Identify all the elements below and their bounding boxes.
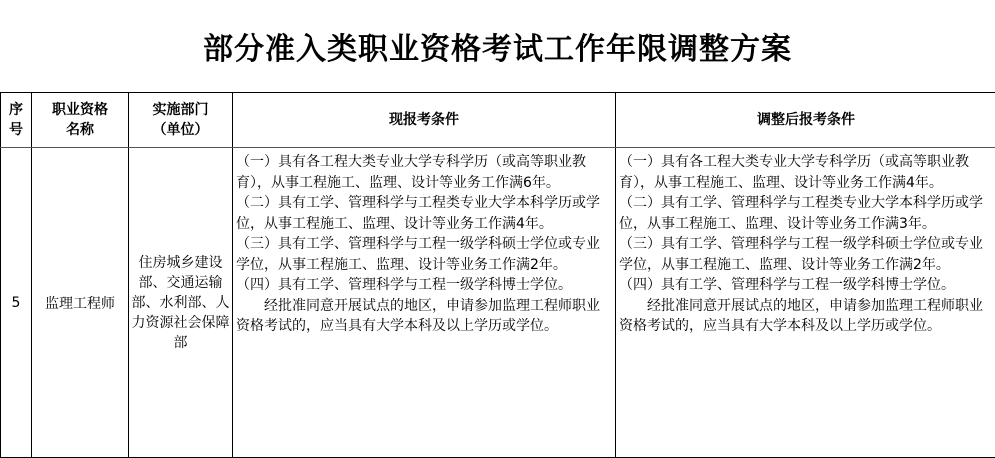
adjusted-condition-3: （三）具有工学、管理科学与工程一级学科硕士学位或专业学位，从事工程施工、监理、设计等业务工作满2年。 — [619, 234, 994, 275]
header-current-conditions: 现报考条件 — [233, 93, 616, 148]
header-department: 实施部门 （单位） — [129, 93, 233, 148]
adjusted-condition-1: （一）具有各工程大类专业大学专科学历（或高等职业教育），从事工程施工、监理、设计等业务工作满4年。 — [619, 152, 994, 193]
adjustment-table — [0, 92, 995, 458]
cell-department: 住房城乡建设部、交通运输部、水利部、人力资源社会保障部 — [129, 148, 233, 458]
adjusted-pilot-note: 经批准同意开展试点的地区，申请参加监理工程师职业资格考试的，应当具有大学本科及以上学历或学位。 — [619, 296, 994, 337]
current-pilot-note: 经批准同意开展试点的地区，申请参加监理工程师职业资格考试的，应当具有大学本科及以上学历或学位。 — [236, 296, 613, 337]
table-row — [1, 148, 995, 458]
page-title: 部分准入类职业资格考试工作年限调整方案 — [0, 0, 995, 92]
current-condition-2: （二）具有工学、管理科学与工程类专业大学本科学历或学位，从事工程施工、监理、设计等业务工作满4年。 — [236, 193, 613, 234]
cell-adjusted-conditions — [616, 148, 995, 458]
adjusted-condition-2: （二）具有工学、管理科学与工程类专业大学本科学历或学位，从事工程施工、监理、设计等业务工作满3年。 — [619, 193, 994, 234]
cell-current-conditions — [233, 148, 616, 458]
header-qualification-name: 职业资格 名称 — [32, 93, 129, 148]
current-condition-4: （四）具有工学、管理科学与工程一级学科博士学位。 — [236, 275, 613, 296]
current-condition-1: （一）具有各工程大类专业大学专科学历（或高等职业教育），从事工程施工、监理、设计等业务工作满6年。 — [236, 152, 613, 193]
cell-qualification-name: 监理工程师 — [32, 148, 129, 458]
table-header-row — [1, 93, 995, 148]
current-condition-3: （三）具有工学、管理科学与工程一级学科硕士学位或专业学位，从事工程施工、监理、设计等业务工作满2年。 — [236, 234, 613, 275]
header-adjusted-conditions: 调整后报考条件 — [616, 93, 995, 148]
cell-serial-number: 5 — [1, 148, 32, 458]
adjusted-condition-4: （四）具有工学、管理科学与工程一级学科博士学位。 — [619, 275, 994, 296]
header-serial-number: 序 号 — [1, 93, 32, 148]
